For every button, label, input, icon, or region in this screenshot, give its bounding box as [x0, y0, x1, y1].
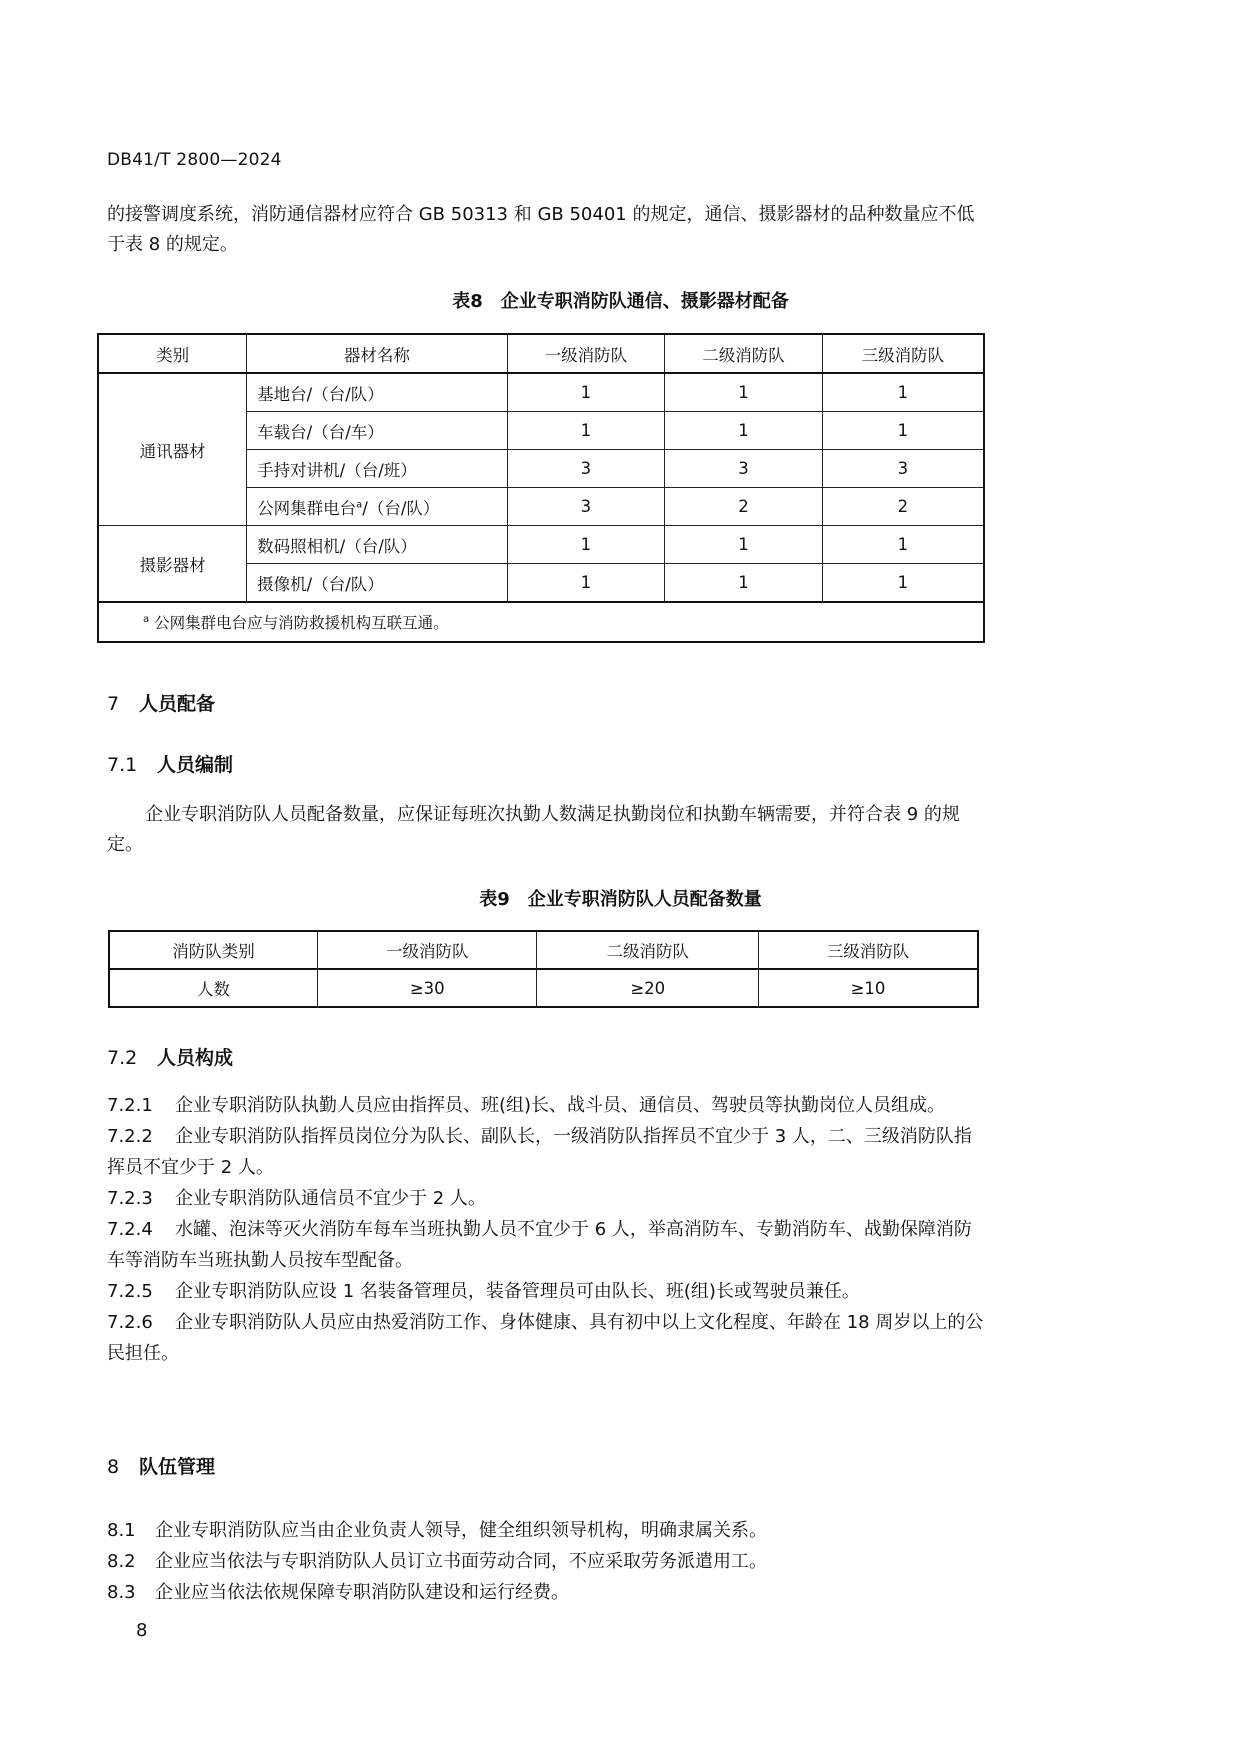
table9-value: ≥20: [537, 969, 759, 1007]
table-row: [98, 373, 984, 412]
table8-item-unit: /（台/队）: [362, 498, 440, 518]
clause-list-8: [107, 1515, 987, 1608]
section-8-heading: [107, 1452, 215, 1479]
section-7-2-heading: [107, 1043, 233, 1070]
table8-item-name: 车载台/（台/车）: [247, 412, 507, 450]
clause-text: 企业专职消防队人员应由热爱消防工作、身体健康、具有初中以上文化程度、年龄在 18 周岁以上的公民担任。: [107, 1312, 984, 1364]
table8-value: 2: [665, 488, 823, 526]
table8-value: 1: [822, 412, 984, 450]
table8-value: 1: [507, 564, 665, 603]
table8-item-name: 基地台/（台/队）: [247, 373, 507, 412]
clause-text: 企业专职消防队执勤人员应由指挥员、班(组)长、战斗员、通信员、驾驶员等执勤岗位人员组成。: [175, 1095, 946, 1116]
table8-header-row: [98, 334, 984, 373]
clause: [107, 1577, 987, 1608]
section-7-heading: [107, 689, 215, 716]
table9: [108, 930, 979, 1008]
table8-item-name: 摄像机/（台/队）: [247, 564, 507, 603]
clause: [107, 1307, 987, 1369]
table8-value: 2: [822, 488, 984, 526]
table8-footnote-row: [98, 602, 984, 642]
table8-value: 1: [665, 412, 823, 450]
footnote-mark: a: [356, 499, 363, 510]
table-row: [98, 526, 984, 564]
clause-number: 7.2.2: [107, 1126, 153, 1147]
table8: [97, 333, 985, 643]
table8-category-cell: 摄影器材: [98, 526, 247, 603]
table9-caption: 表9 企业专职消防队人员配备数量: [479, 889, 762, 910]
table9-row-label: 人数: [109, 969, 317, 1007]
clause-list-7-2: [107, 1090, 987, 1369]
clause-number: 8.3: [107, 1582, 136, 1603]
section-7-1-paragraph: 企业专职消防队人员配备数量，应保证每班次执勤人数满足执勤岗位和执勤车辆需要，并符合表 9 的规定。: [107, 804, 960, 855]
clause: [107, 1183, 987, 1214]
table8-value: 1: [507, 412, 665, 450]
page-number: 8: [136, 1620, 148, 1641]
table8-header-cell: 一级消防队: [507, 334, 665, 373]
section-number: 7.1: [107, 754, 138, 776]
standard-code: DB41/T 2800—2024: [107, 150, 282, 170]
section-title: 队伍管理: [139, 1456, 216, 1478]
table8-value: 3: [507, 488, 665, 526]
clause-text: 企业专职消防队应设 1 名装备管理员，装备管理员可由队长、班(组)长或驾驶员兼任。: [175, 1281, 860, 1302]
section-number: 8: [107, 1456, 120, 1478]
clause: [107, 1121, 987, 1183]
table8-caption: 表8 企业专职消防队通信、摄影器材配备: [452, 291, 789, 312]
section-title: 人员编制: [157, 754, 234, 776]
section-7-1-heading: [107, 750, 233, 777]
clause-number: 7.2.4: [107, 1219, 153, 1240]
table8-value: 3: [665, 450, 823, 488]
table8-value: 3: [822, 450, 984, 488]
table-row: [109, 969, 978, 1007]
table8-item-name: 公网集群电台: [257, 498, 357, 518]
section-number: 7: [107, 693, 120, 715]
table9-header-cell: 消防队类别: [109, 931, 317, 969]
footnote-text: 公网集群电台应与消防救援机构互联互通。: [154, 614, 449, 632]
table8-value: 1: [665, 373, 823, 412]
table9-value: ≥10: [758, 969, 978, 1007]
table8-value: 1: [665, 526, 823, 564]
section-title: 人员配备: [139, 693, 216, 715]
table8-value: 1: [507, 373, 665, 412]
clause-text: 企业应当依法与专职消防队人员订立书面劳动合同，不应采取劳务派遣用工。: [155, 1551, 767, 1572]
table8-item-name-with-note: [247, 488, 507, 526]
table9-header-row: [109, 931, 978, 969]
table8-value: 1: [822, 564, 984, 603]
clause-number: 7.2.3: [107, 1188, 153, 1209]
clause: [107, 1214, 987, 1276]
table8-value: 1: [822, 373, 984, 412]
table8-category-cell: 通讯器材: [98, 373, 247, 526]
clause: [107, 1546, 987, 1577]
clause-number: 8.2: [107, 1551, 136, 1572]
intro-paragraph: 的接警调度系统，消防通信器材应符合 GB 50313 和 GB 50401 的规定，通信、摄影器材的品种数量应不低于表 8 的规定。: [107, 204, 975, 255]
table8-header-cell: 器材名称: [247, 334, 507, 373]
table8-header-cell: 三级消防队: [822, 334, 984, 373]
table8-item-name: 手持对讲机/（台/班）: [247, 450, 507, 488]
footnote-mark: a: [143, 613, 150, 625]
table9-header-cell: 三级消防队: [758, 931, 978, 969]
table8-value: 1: [507, 526, 665, 564]
section-number: 7.2: [107, 1047, 138, 1069]
table8-value: 1: [665, 564, 823, 603]
table8-value: 3: [507, 450, 665, 488]
clause-text: 企业专职消防队应当由企业负责人领导，健全组织领导机构，明确隶属关系。: [155, 1520, 767, 1541]
clause-text: 企业专职消防队通信员不宜少于 2 人。: [175, 1188, 486, 1209]
table9-header-cell: 一级消防队: [317, 931, 537, 969]
table8-item-name: 数码照相机/（台/队）: [247, 526, 507, 564]
table8-header-cell: 二级消防队: [665, 334, 823, 373]
table9-value: ≥30: [317, 969, 537, 1007]
clause: [107, 1276, 987, 1307]
table8-header-cell: 类别: [98, 334, 247, 373]
clause-number: 7.2.6: [107, 1312, 153, 1333]
clause-text: 水罐、泡沫等灭火消防车每车当班执勤人员不宜少于 6 人，举高消防车、专勤消防车、战勤保障消防车等消防车当班执勤人员按车型配备。: [107, 1219, 972, 1271]
table8-value: 1: [822, 526, 984, 564]
clause-number: 8.1: [107, 1520, 136, 1541]
clause-text: 企业专职消防队指挥员岗位分为队长、副队长，一级消防队指挥员不宜少于 3 人，二、三级消防队指挥员不宜少于 2 人。: [107, 1126, 972, 1178]
clause-number: 7.2.1: [107, 1095, 153, 1116]
clause-text: 企业应当依法依规保障专职消防队建设和运行经费。: [155, 1582, 569, 1603]
table9-header-cell: 二级消防队: [537, 931, 759, 969]
clause: [107, 1090, 987, 1121]
clause: [107, 1515, 987, 1546]
table8-footnote: [98, 602, 984, 642]
section-title: 人员构成: [157, 1047, 234, 1069]
clause-number: 7.2.5: [107, 1281, 153, 1302]
